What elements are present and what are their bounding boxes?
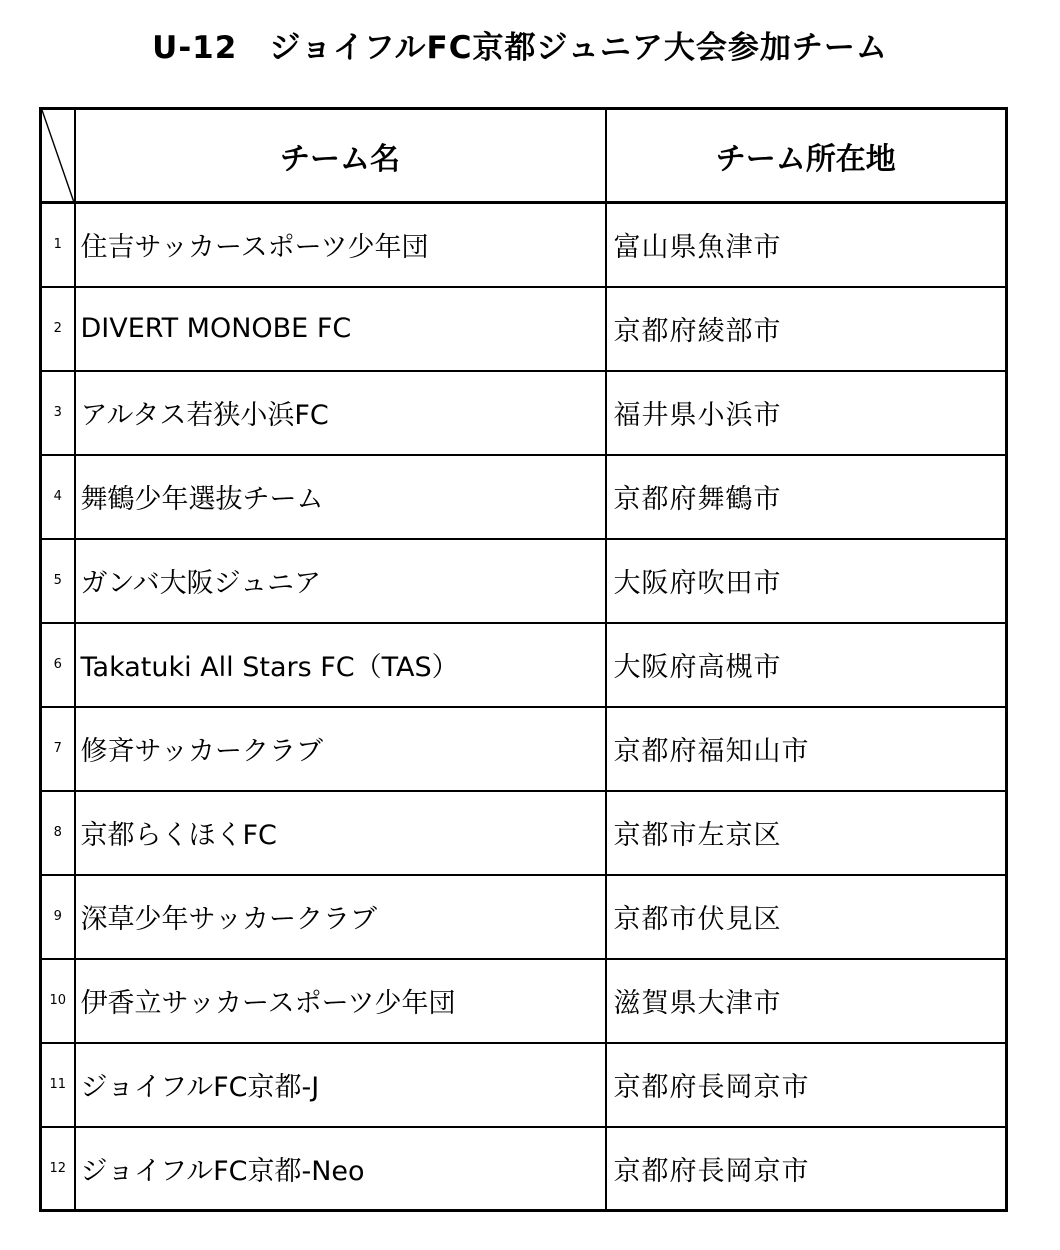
team-location: 大阪府高槻市 bbox=[606, 623, 1007, 707]
row-number: 6 bbox=[41, 623, 75, 707]
team-name: Takatuki All Stars FC（TAS） bbox=[75, 623, 606, 707]
table-header-row bbox=[41, 109, 1007, 203]
team-name: 深草少年サッカークラブ bbox=[75, 875, 606, 959]
table-row bbox=[41, 791, 1007, 875]
team-name: アルタス若狭小浜FC bbox=[75, 371, 606, 455]
row-number: 8 bbox=[41, 791, 75, 875]
table-row bbox=[41, 203, 1007, 287]
team-location: 京都府福知山市 bbox=[606, 707, 1007, 791]
corner-cell bbox=[41, 109, 75, 203]
team-name: ジョイフルFC京都-Neo bbox=[75, 1127, 606, 1211]
diagonal-line bbox=[42, 110, 74, 201]
team-location: 京都府舞鶴市 bbox=[606, 455, 1007, 539]
team-location: 滋賀県大津市 bbox=[606, 959, 1007, 1043]
table-row bbox=[41, 623, 1007, 707]
table-row bbox=[41, 539, 1007, 623]
team-name: 舞鶴少年選抜チーム bbox=[75, 455, 606, 539]
team-location: 京都府長岡京市 bbox=[606, 1043, 1007, 1127]
team-location: 京都市左京区 bbox=[606, 791, 1007, 875]
team-name: ガンバ大阪ジュニア bbox=[75, 539, 606, 623]
team-location: 京都府綾部市 bbox=[606, 287, 1007, 371]
team-location: 大阪府吹田市 bbox=[606, 539, 1007, 623]
row-number: 2 bbox=[41, 287, 75, 371]
row-number: 4 bbox=[41, 455, 75, 539]
team-location: 富山県魚津市 bbox=[606, 203, 1007, 287]
table-row bbox=[41, 1127, 1007, 1211]
row-number: 9 bbox=[41, 875, 75, 959]
row-number: 11 bbox=[41, 1043, 75, 1127]
table-row bbox=[41, 287, 1007, 371]
table-row bbox=[41, 455, 1007, 539]
team-table bbox=[39, 107, 1008, 1212]
row-number: 7 bbox=[41, 707, 75, 791]
row-number: 5 bbox=[41, 539, 75, 623]
table-row bbox=[41, 875, 1007, 959]
table-row bbox=[41, 707, 1007, 791]
page-title: U-12 ジョイフルFC京都ジュニア大会参加チーム bbox=[152, 30, 888, 66]
row-number: 10 bbox=[41, 959, 75, 1043]
team-name: 修斉サッカークラブ bbox=[75, 707, 606, 791]
team-name: 伊香立サッカースポーツ少年団 bbox=[75, 959, 606, 1043]
team-location: 福井県小浜市 bbox=[606, 371, 1007, 455]
team-name: 住吉サッカースポーツ少年団 bbox=[75, 203, 606, 287]
table-row bbox=[41, 959, 1007, 1043]
row-number: 1 bbox=[41, 203, 75, 287]
row-number: 12 bbox=[41, 1127, 75, 1211]
table-row bbox=[41, 371, 1007, 455]
header-team-name: チーム名 bbox=[75, 109, 606, 203]
row-number: 3 bbox=[41, 371, 75, 455]
header-team-location: チーム所在地 bbox=[606, 109, 1007, 203]
table-row bbox=[41, 1043, 1007, 1127]
team-location: 京都府長岡京市 bbox=[606, 1127, 1007, 1211]
team-name: 京都らくほくFC bbox=[75, 791, 606, 875]
team-name: ジョイフルFC京都-J bbox=[75, 1043, 606, 1127]
team-location: 京都市伏見区 bbox=[606, 875, 1007, 959]
team-name: DIVERT MONOBE FC bbox=[75, 287, 606, 371]
